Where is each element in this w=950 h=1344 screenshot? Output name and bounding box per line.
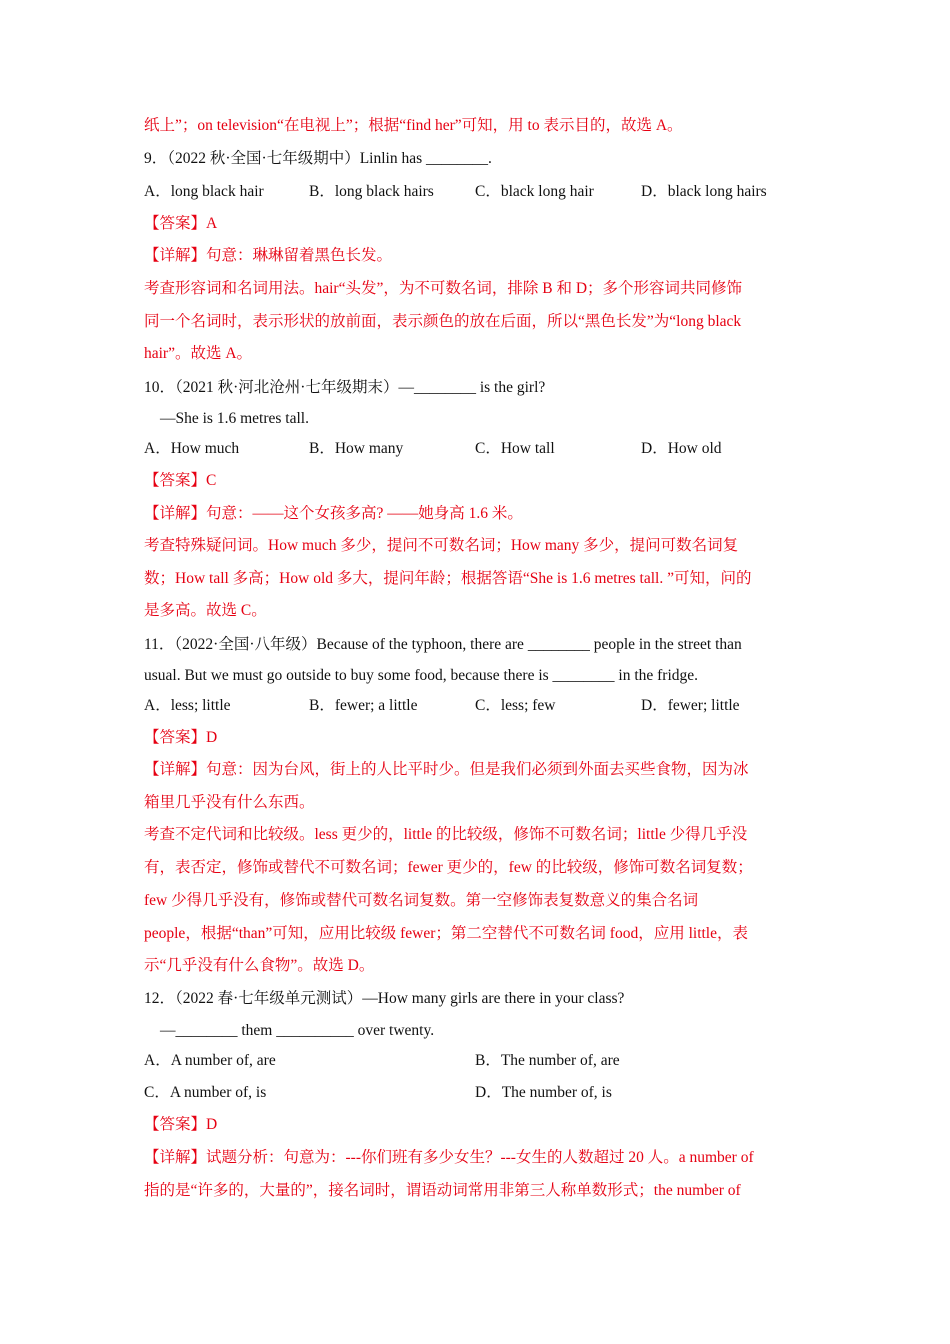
option-c: C．How tall <box>475 440 555 457</box>
explanation-line: 指的是“许多的，大量的”，接名词时，谓语动词常用非第三人称单数形式；the number of <box>144 1182 741 1199</box>
answer-label: 【答案】D <box>144 1116 218 1133</box>
option-b: B．The number of, are <box>475 1052 620 1069</box>
explanation-line: 箱里几乎没有什么东西。 <box>144 794 315 811</box>
explanation-line: people，根据“than”可知，应用比较级 fewer；第二空替代不可数名词 food，应用 little，表 <box>144 925 748 942</box>
question-stem-line: —She is 1.6 metres tall. <box>160 410 309 427</box>
option-d: D．black long hairs <box>641 183 767 200</box>
answer-label: 【答案】A <box>144 215 218 232</box>
explanation-line: 数；How tall 多高；How old 多大，提问年龄；根据答语“She is 1.6 metres tall. ”可知，问的 <box>144 570 752 587</box>
option-c: C．black long hair <box>475 183 594 200</box>
continuation-text: 纸上”；on television“在电视上”；根据“find her”可知，用 to 表示目的，故选 A。 <box>144 117 683 134</box>
option-d: D．fewer; little <box>641 697 740 714</box>
explanation-line: 示“几乎没有什么食物”。故选 D。 <box>144 957 375 974</box>
question-stem: 9．（2022 秋·全国·七年级期中）Linlin has ________. <box>144 150 492 167</box>
option-a: A．long black hair <box>144 183 264 200</box>
question-stem: 12．（2022 春·七年级单元测试）—How many girls are there in your class? <box>144 990 625 1007</box>
option-b: B．long black hairs <box>309 183 434 200</box>
explanation-line: 考查不定代词和比较级。less 更少的，little 的比较级，修饰不可数名词；little 少得几乎没 <box>144 826 748 843</box>
option-a: A．How much <box>144 440 240 457</box>
explanation-line: 有，表否定，修饰或替代不可数名词；fewer 更少的，few 的比较级，修饰可数名词复数； <box>144 859 753 876</box>
option-d: D．The number of, is <box>475 1084 612 1101</box>
explanation-line: 同一个名词时，表示形状的放前面，表示颜色的放在后面，所以“黑色长发”为“long black <box>144 313 742 330</box>
question-stem: 11．（2022·全国·八年级）Because of the typhoon, there are ________ people in the street than <box>144 636 742 653</box>
option-c: C．less; few <box>475 697 556 714</box>
explanation-line: few 少得几乎没有，修饰或替代可数名词复数。第一空修饰表复数意义的集合名词 <box>144 892 699 909</box>
explanation-line: hair”。故选 A。 <box>144 345 253 362</box>
explanation-line: 【详解】试题分析：句意为：---你们班有多少女生？---女生的人数超过 20 人。a number of <box>144 1149 754 1166</box>
question-stem-line: —________ them __________ over twenty. <box>160 1022 435 1039</box>
explanation-line: 考查特殊疑问词。How much 多少，提问不可数名词；How many 多少，提问可数名词复 <box>144 537 739 554</box>
question-stem: 10．（2021 秋·河北沧州·七年级期末）—________ is the girl? <box>144 379 546 396</box>
option-d: D．How old <box>641 440 722 457</box>
explanation-line: 考查形容词和名词用法。hair“头发”，为不可数名词，排除 B 和 D；多个形容词共同修饰 <box>144 280 743 297</box>
answer-label: 【答案】C <box>144 472 217 489</box>
explanation-line: 【详解】句意：因为台风，街上的人比平时少。但是我们必须到外面去买些食物，因为冰 <box>144 761 749 778</box>
explanation-line: 是多高。故选 C。 <box>144 602 267 619</box>
option-c: C．A number of, is <box>144 1084 267 1101</box>
explanation-line: 【详解】句意：琳琳留着黑色长发。 <box>144 247 393 264</box>
option-b: B．How many <box>309 440 404 457</box>
question-stem-line: usual. But we must go outside to buy some food, because there is ________ in the fridge. <box>144 667 699 684</box>
option-a: A．A number of, are <box>144 1052 276 1069</box>
option-a: A．less; little <box>144 697 231 714</box>
explanation-line: 【详解】句意：——这个女孩多高? ——她身高 1.6 米。 <box>144 505 523 522</box>
option-b: B．fewer; a little <box>309 697 418 714</box>
answer-label: 【答案】D <box>144 729 218 746</box>
